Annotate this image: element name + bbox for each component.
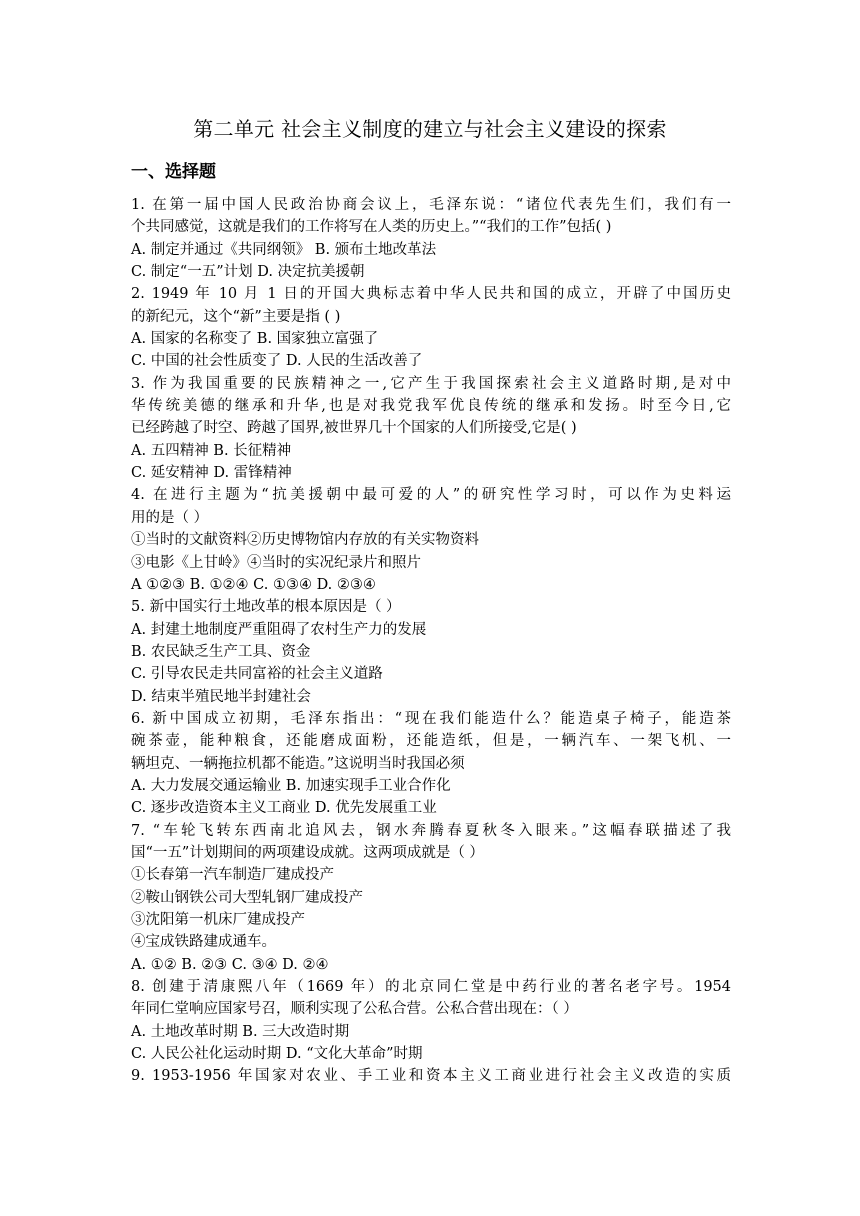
text-line: ③电影《上甘岭》④当时的实况纪录片和照片 [131,554,421,571]
text-line: ①当时的文献资料②历史博物馆内存放的有关实物资料 [131,532,479,549]
text-line: 3. 作为我国重要的民族精神之一,它产生于我国探索社会主义道路时期,是对中 [131,375,731,392]
text-line: A. ①② B. ②③ C. ③④ D. ②④ [131,956,329,973]
text-line: 9. 1953-1956 年国家对农业、手工业和资本主义工商业进行社会主义改造的实质 [131,1068,731,1085]
text-line: 的新纪元，这个“新”主要是指 ( ) [131,308,341,325]
text-line: 1. 在第一届中国人民政治协商会议上，毛泽东说：“诸位代表先生们，我们有一 [131,197,731,213]
text-line: 5. 新中国实行土地改革的根本原因是（ ） [131,599,401,616]
text-line: A. 制定并通过《共同纲领》 B. 颁布土地改革法 [131,241,437,258]
text-line: 个共同感觉，这就是我们的工作将写在人类的历史上。”“我们的工作”包括( ) [131,219,612,236]
text-line: D. 结束半殖民地半封建社会 [131,688,311,705]
text-line: ③沈阳第一机床厂建成投产 [131,912,305,928]
question-body [131,194,731,1088]
text-line: C. 制定“一五”计划 D. 决定抗美援朝 [131,264,365,281]
text-line: 年同仁堂响应国家号召，顺利实现了公私合营。公私合营出现在：（ ） [131,1001,578,1018]
text-line: A. 国家的名称变了 B. 国家独立富强了 [131,331,379,348]
text-line: A. 大力发展交通运输业 B. 加速实现手工业合作化 [131,777,451,794]
text-line: 用的是（ ） [131,509,209,526]
text-line: 辆坦克、一辆拖拉机都不能造。”这说明当时我国必须 [131,755,465,772]
text-line: A. 土地改革时期 B. 三大改造时期 [131,1023,350,1040]
text-line: B. 农民缺乏生产工具、资金 [131,643,311,660]
page-title: 第二单元 社会主义制度的建立与社会主义建设的探索 [193,117,667,141]
text-line: 7. “车轮飞转东西南北追风去，钢水奔腾春夏秋冬入眼来。”这幅春联描述了我 [131,822,731,839]
text-line: C. 延安精神 D. 雷锋精神 [131,465,292,482]
section-heading: 一、选择题 [131,162,216,182]
text-line: ②鞍山钢铁公司大型轧钢厂建成投产 [131,889,363,906]
text-line: 8. 创建于清康熙八年（1669 年）的北京同仁堂是中药行业的著名老字号。1954 [131,979,731,996]
text-line: 6. 新中国成立初期，毛泽东指出：“现在我们能造什么？能造桌子椅子，能造茶 [131,710,731,727]
text-line: C. 引导农民走共同富裕的社会主义道路 [131,666,383,683]
text-line: ①长春第一汽车制造厂建成投产 [131,867,334,884]
text-line: C. 中国的社会性质变了 D. 人民的生活改善了 [131,353,423,370]
text-line: C. 逐步改造资本主义工商业 D. 优先发展重工业 [131,800,437,817]
text-line: ④宝成铁路建成通车。 [131,934,276,951]
text-line: 已经跨越了时空、跨越了国界,被世界几十个国家的人们所接受,它是( ) [131,420,577,437]
text-line: C. 人民公社化运动时期 D. “文化大革命”时期 [131,1046,423,1063]
text-line: A. 封建土地制度严重阻碍了农村生产力的发展 [131,621,427,638]
text-line: 国“一五”计划期间的两项建设成就。这两项成就是（ ） [131,844,484,861]
text-line: 华传统美德的继承和升华,也是对我党我军优良传统的继承和发扬。时至今日,它 [131,398,731,415]
text-line: A ①②③ B. ①②④ C. ①③④ D. ②③④ [131,576,376,593]
text-line: 碗茶壶，能种粮食，还能磨成面粉，还能造纸，但是，一辆汽车、一架飞机、一 [131,733,731,750]
text-line: 2. 1949 年 10 月 1 日的开国大典标志着中华人民共和国的成立，开辟了中国历史 [131,286,731,303]
text-line: A. 五四精神 B. 长征精神 [131,442,292,459]
text-line: 4. 在进行主题为“抗美援朝中最可爱的人”的研究性学习时，可以作为史料运 [131,487,731,504]
